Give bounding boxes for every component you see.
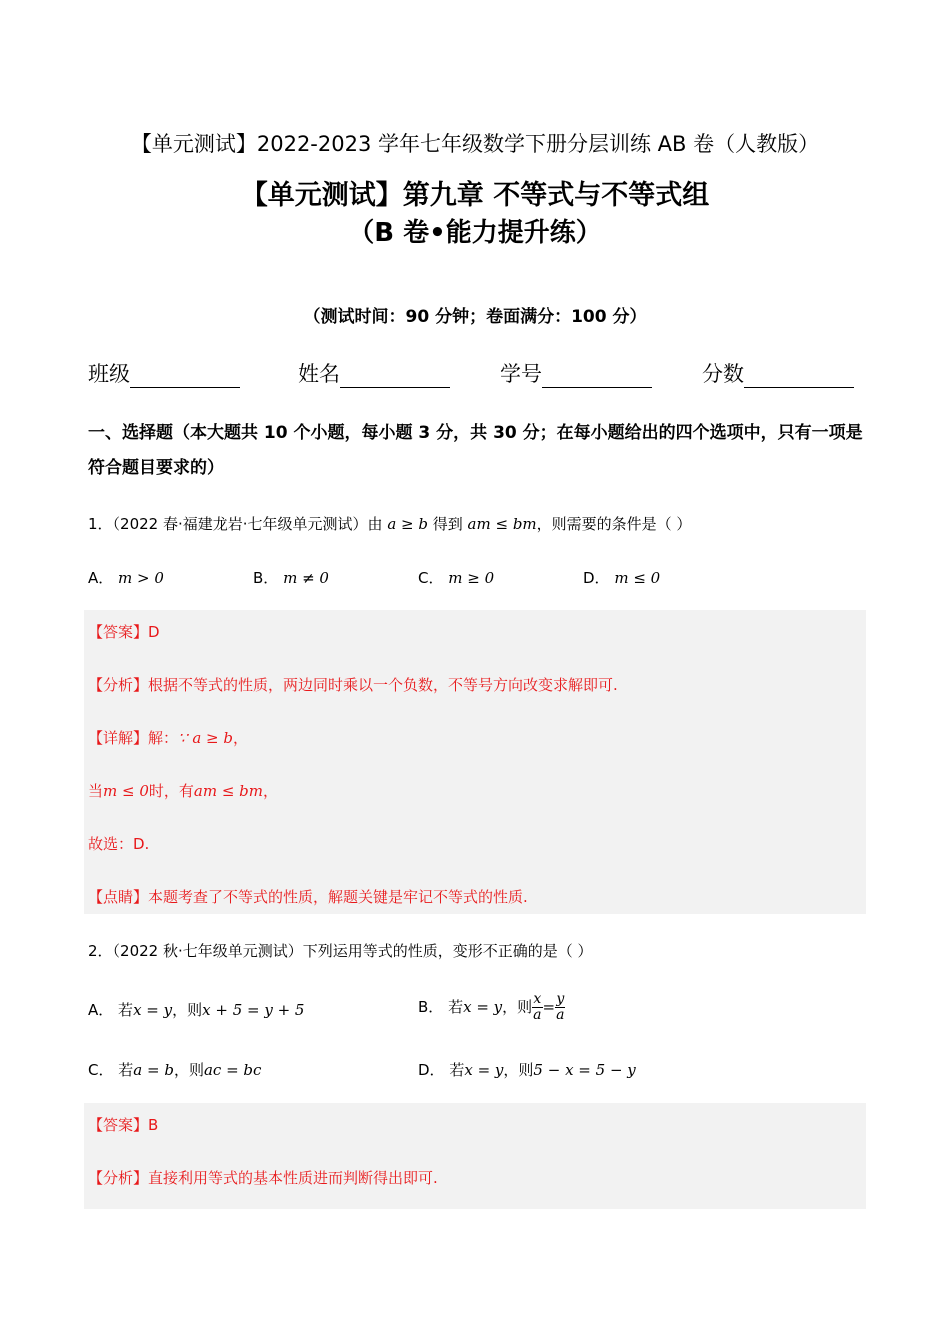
option-text: ，则 — [173, 1061, 204, 1079]
option-text: 若 — [449, 1061, 465, 1079]
step-expr: am ≤ bm — [193, 782, 264, 800]
option-a — [88, 567, 164, 588]
info-label-score: 分数 — [702, 362, 744, 386]
analysis-tag: 【分析】 — [88, 676, 149, 694]
page-subtitle: （B 卷•能力提升练） — [348, 218, 602, 248]
equals-sign: = — [542, 998, 556, 1016]
analysis-tag: 【分析】 — [88, 1169, 149, 1187]
fraction-denominator: a — [556, 1007, 565, 1023]
analysis-text: 根据不等式的性质，两边同时乘以一个负数，不等号方向改变求解即可. — [148, 676, 618, 694]
fraction-numerator: y — [556, 991, 565, 1007]
answer-tag: 【答案】 — [88, 1116, 149, 1134]
answer-box-q1 — [84, 610, 866, 914]
answer-box-q2 — [84, 1103, 866, 1209]
detail-comma: ， — [233, 729, 249, 747]
question-number: 1． — [88, 515, 113, 533]
option-expr: m ≠ 0 — [283, 569, 329, 587]
blank-line — [340, 365, 450, 388]
info-label-class: 班级 — [88, 362, 130, 386]
detail-tag: 【详解】 — [88, 729, 149, 747]
option-label: C． — [418, 569, 444, 587]
answer-line — [88, 621, 160, 642]
option-expr: x = y — [133, 1001, 173, 1019]
fraction — [555, 992, 565, 1023]
answer-tag: 【答案】 — [88, 623, 149, 641]
option-expr: m ≤ 0 — [614, 569, 661, 587]
option-c — [418, 567, 494, 588]
option-label: A． — [88, 569, 114, 587]
fraction — [532, 992, 542, 1023]
info-field-score — [702, 358, 910, 388]
option-expr: m > 0 — [118, 569, 164, 587]
option-b — [418, 992, 565, 1023]
fraction-denominator: a — [533, 1007, 542, 1023]
option-label: D． — [583, 569, 610, 587]
step-expr: m ≤ 0 — [103, 782, 149, 800]
detail-prefix: 解： — [148, 729, 179, 747]
question-text-tail: ，则需要的条件是（ ） — [536, 515, 692, 533]
option-expr: x = y — [464, 1061, 504, 1079]
option-expr: a = b — [133, 1061, 174, 1079]
answer-value: B — [148, 1116, 159, 1134]
option-expr: ac = bc — [203, 1061, 262, 1079]
option-text: ，则 — [172, 1001, 203, 1019]
option-label: B． — [253, 569, 279, 587]
option-text: ，则 — [502, 998, 533, 1016]
step-prefix: 当 — [88, 782, 104, 800]
question-text: （2022 秋·七年级单元测试）下列运用等式的性质，变形不正确的是（ ） — [112, 942, 593, 960]
option-expr: x + 5 = y + 5 — [202, 1001, 305, 1019]
question-1-stem — [88, 513, 691, 534]
fraction-numerator: x — [533, 991, 542, 1007]
option-d — [418, 1059, 636, 1080]
analysis-line — [88, 674, 618, 695]
question-2-stem — [88, 940, 593, 961]
info-field-name — [298, 358, 506, 388]
option-c — [88, 1059, 261, 1080]
question-text: 得到 — [432, 515, 463, 533]
math-condition: a ≥ b — [387, 515, 428, 533]
info-label-name: 姓名 — [298, 362, 340, 386]
option-text: 若 — [448, 998, 464, 1016]
option-expr: 5 − x = 5 − y — [533, 1061, 636, 1079]
blank-line — [744, 365, 854, 388]
step-mid: 时，有 — [148, 782, 194, 800]
info-field-number — [500, 358, 708, 388]
page-title: 【单元测试】第九章 不等式与不等式组 — [240, 180, 710, 211]
option-expr: x = y — [463, 998, 503, 1016]
option-b — [253, 567, 329, 588]
analysis-line — [88, 1167, 438, 1188]
analysis-text: 直接利用等式的基本性质进而判断得出即可. — [148, 1169, 438, 1187]
option-text: 若 — [118, 1001, 134, 1019]
conclusion-line: 故选：D. — [88, 835, 150, 853]
option-label: B． — [418, 998, 444, 1016]
detail-expr: ∵ a ≥ b — [178, 729, 233, 747]
option-a — [88, 999, 304, 1020]
option-expr: m ≥ 0 — [448, 569, 495, 587]
option-label: D． — [418, 1061, 445, 1079]
test-timing: （测试时间：90 分钟；卷面满分：100 分） — [303, 307, 647, 327]
section-heading: 一、选择题（本大题共 10 个小题，每小题 3 分，共 30 分；在每小题给出的四个选项中，只有一项是符合题目要求的） — [88, 423, 863, 478]
detail-line — [88, 727, 248, 748]
option-label: A． — [88, 1001, 114, 1019]
math-result: am ≤ bm — [467, 515, 537, 533]
series-title: 【单元测试】2022-2023 学年七年级数学下册分层训练 AB 卷（人教版） — [130, 132, 820, 156]
blank-line — [130, 365, 240, 388]
option-text: ，则 — [503, 1061, 534, 1079]
option-text: 若 — [118, 1061, 134, 1079]
info-field-class — [88, 358, 296, 388]
answer-line — [88, 1114, 158, 1135]
question-source: （2022 春·福建龙岩·七年级单元测试）由 — [112, 515, 383, 533]
answer-value: D — [148, 623, 160, 641]
comment-line — [88, 886, 528, 907]
option-label: C． — [88, 1061, 114, 1079]
comment-text: 本题考查了不等式的性质，解题关键是牢记不等式的性质. — [148, 888, 528, 906]
step-line — [88, 780, 278, 801]
blank-line — [542, 365, 652, 388]
info-label-number: 学号 — [500, 362, 542, 386]
step-comma: ， — [263, 782, 279, 800]
question-number: 2． — [88, 942, 113, 960]
comment-tag: 【点睛】 — [88, 888, 149, 906]
option-d — [583, 567, 660, 588]
